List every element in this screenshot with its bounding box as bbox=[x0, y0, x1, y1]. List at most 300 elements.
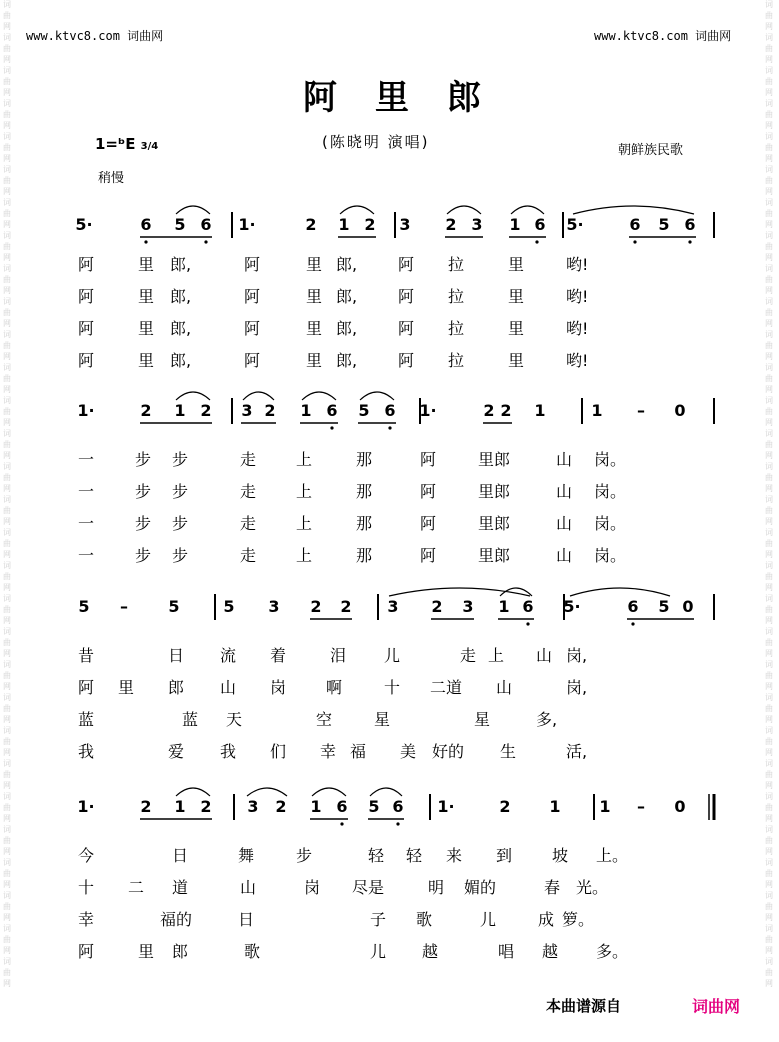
watermark-char: 曲 bbox=[3, 440, 11, 449]
watermark-char: 曲 bbox=[3, 704, 11, 713]
watermark-char: 曲 bbox=[765, 638, 773, 647]
note: 1· bbox=[238, 215, 256, 234]
watermark-char: 曲 bbox=[3, 836, 11, 845]
lyric-word: 岗, bbox=[566, 678, 588, 697]
watermark-char: 词 bbox=[3, 858, 11, 867]
watermark-char: 曲 bbox=[3, 209, 11, 218]
watermark-char: 词 bbox=[3, 594, 11, 603]
watermark-char: 词 bbox=[3, 297, 11, 306]
watermark-char: 词 bbox=[765, 330, 773, 339]
lyric-word: 歌 bbox=[416, 910, 433, 929]
slur bbox=[570, 588, 670, 596]
low-octave-dot bbox=[688, 240, 691, 243]
watermark-char: 网 bbox=[765, 319, 773, 328]
note: 1 bbox=[509, 215, 521, 234]
lyric-word: 里郎 bbox=[478, 450, 511, 469]
lyric-word: 里 bbox=[306, 255, 323, 274]
lyric-word: 拉 bbox=[448, 319, 465, 338]
lyric-word: 二道 bbox=[430, 678, 463, 697]
watermark-char: 词 bbox=[765, 627, 773, 636]
low-octave-dot bbox=[144, 240, 147, 243]
lyric-word: 们 bbox=[270, 742, 287, 761]
note: 2 bbox=[264, 401, 276, 420]
watermark-char: 网 bbox=[765, 484, 773, 493]
watermark-char: 词 bbox=[3, 528, 11, 537]
note: 1· bbox=[77, 797, 95, 816]
lyric-word: 里郎 bbox=[478, 546, 511, 565]
watermark-char: 网 bbox=[3, 121, 11, 130]
lyric-word: 星 bbox=[374, 710, 391, 729]
note: 1 bbox=[174, 797, 186, 816]
watermark-char: 曲 bbox=[3, 11, 11, 20]
note: 1 bbox=[549, 797, 561, 816]
watermark-char: 词 bbox=[765, 660, 773, 669]
slur bbox=[247, 788, 287, 796]
watermark-char: 网 bbox=[3, 154, 11, 163]
lyric-word: 岗。 bbox=[594, 546, 627, 565]
lyric-word: 上 bbox=[488, 646, 505, 665]
lyric-word: 尽是 bbox=[352, 878, 385, 897]
lyric-word: 阿 bbox=[244, 319, 261, 338]
lyric-word: 明 bbox=[428, 878, 445, 897]
watermark-char: 网 bbox=[765, 847, 773, 856]
watermark-char: 网 bbox=[765, 649, 773, 658]
watermark-char: 曲 bbox=[3, 176, 11, 185]
watermark-char: 网 bbox=[3, 649, 11, 658]
watermark-char: 曲 bbox=[3, 143, 11, 152]
watermark-char: 网 bbox=[3, 484, 11, 493]
lyric-word: 泪 bbox=[330, 646, 347, 665]
watermark-char: 词 bbox=[3, 561, 11, 570]
watermark-char: 网 bbox=[3, 979, 11, 988]
lyric-word: 阿 bbox=[420, 450, 437, 469]
watermark-char: 曲 bbox=[3, 77, 11, 86]
note: 1 bbox=[599, 797, 611, 816]
watermark-char: 词 bbox=[3, 825, 11, 834]
low-octave-dot bbox=[633, 240, 636, 243]
lyric-word: 今 bbox=[78, 846, 95, 865]
note: 2 bbox=[200, 401, 212, 420]
watermark-char: 网 bbox=[3, 583, 11, 592]
lyric-word: 上 bbox=[296, 482, 313, 501]
lyric-word: 山 bbox=[220, 678, 237, 697]
watermark-char: 网 bbox=[3, 220, 11, 229]
watermark-char: 曲 bbox=[765, 671, 773, 680]
lyric-word: 二 bbox=[128, 878, 145, 897]
watermark-char: 网 bbox=[765, 946, 773, 955]
watermark-char: 网 bbox=[3, 22, 11, 31]
watermark-char: 网 bbox=[3, 616, 11, 625]
lyric-word: 舞 bbox=[238, 846, 255, 865]
watermark-char: 曲 bbox=[3, 539, 11, 548]
watermark-char: 词 bbox=[3, 66, 11, 75]
watermark-char: 曲 bbox=[3, 935, 11, 944]
note: 6 bbox=[522, 597, 534, 616]
watermark-char: 词 bbox=[3, 396, 11, 405]
lyric-word: 着 bbox=[270, 646, 287, 665]
watermark-char: 曲 bbox=[3, 275, 11, 284]
note: 5· bbox=[566, 215, 584, 234]
watermark-char: 曲 bbox=[3, 110, 11, 119]
watermark-char: 网 bbox=[3, 946, 11, 955]
watermark-char: 网 bbox=[3, 550, 11, 559]
watermark-char: 词 bbox=[3, 660, 11, 669]
note: 3 bbox=[268, 597, 280, 616]
watermark-char: 词 bbox=[765, 891, 773, 900]
watermark-char: 词 bbox=[765, 396, 773, 405]
watermark-char: 曲 bbox=[3, 770, 11, 779]
watermark-char: 词 bbox=[3, 759, 11, 768]
lyric-word: 岗, bbox=[566, 646, 588, 665]
note: 3 bbox=[247, 797, 259, 816]
lyric-word: 拉 bbox=[448, 255, 465, 274]
lyric-word: 阿 bbox=[78, 678, 95, 697]
note: 5 bbox=[358, 401, 370, 420]
low-octave-dot bbox=[204, 240, 207, 243]
watermark-char: 网 bbox=[3, 913, 11, 922]
watermark-char: 网 bbox=[765, 121, 773, 130]
watermark-char: 网 bbox=[3, 352, 11, 361]
watermark-char: 网 bbox=[765, 286, 773, 295]
watermark-char: 词 bbox=[765, 198, 773, 207]
lyric-word: 一 bbox=[78, 546, 95, 565]
lyric-word: 幸 bbox=[320, 742, 337, 761]
watermark-char: 词 bbox=[3, 264, 11, 273]
watermark-char: 曲 bbox=[765, 440, 773, 449]
note: 1· bbox=[419, 401, 437, 420]
watermark-char: 词 bbox=[765, 66, 773, 75]
note: 2 bbox=[305, 215, 317, 234]
lyric-word: 生 bbox=[500, 742, 517, 761]
watermark-char: 词 bbox=[765, 33, 773, 42]
note: 2 bbox=[364, 215, 376, 234]
lyric-word: 活, bbox=[566, 742, 588, 761]
watermark-char: 词 bbox=[765, 792, 773, 801]
slur bbox=[243, 392, 274, 400]
slur bbox=[511, 206, 544, 214]
watermark-char: 词 bbox=[765, 594, 773, 603]
watermark-char: 曲 bbox=[765, 110, 773, 119]
note: 2 bbox=[140, 401, 152, 420]
lyric-word: 春 bbox=[544, 878, 561, 897]
lyric-word: 儿 bbox=[480, 910, 497, 929]
note: 2 bbox=[431, 597, 443, 616]
watermark-char: 网 bbox=[3, 385, 11, 394]
lyric-word: 十 bbox=[384, 678, 401, 697]
watermark-char: 曲 bbox=[3, 473, 11, 482]
lyric-word: 儿 bbox=[384, 646, 401, 665]
watermark-char: 曲 bbox=[765, 44, 773, 53]
lyric-word: 十 bbox=[78, 878, 95, 897]
note: 5 bbox=[658, 215, 670, 234]
watermark-char: 词 bbox=[765, 99, 773, 108]
singer-credit: (陈晓明 演唱) bbox=[322, 133, 430, 151]
watermark-char: 网 bbox=[765, 187, 773, 196]
lyric-word: 一 bbox=[78, 450, 95, 469]
site-url-right[interactable]: www.ktvc8.com 词曲网 bbox=[594, 29, 732, 43]
watermark-char: 网 bbox=[3, 880, 11, 889]
watermark-char: 网 bbox=[765, 979, 773, 988]
watermark-char: 词 bbox=[765, 0, 773, 9]
watermark-char: 曲 bbox=[3, 374, 11, 383]
watermark-char: 曲 bbox=[765, 968, 773, 977]
lyric-word: 哟! bbox=[566, 351, 589, 370]
lyric-word: 啊 bbox=[326, 678, 343, 697]
watermark-char: 词 bbox=[765, 264, 773, 273]
lyric-word: 步 bbox=[135, 482, 152, 501]
note: 6 bbox=[140, 215, 152, 234]
lyric-word: 里 bbox=[508, 319, 525, 338]
lyric-word: 儿 bbox=[370, 942, 387, 961]
watermark-char: 曲 bbox=[3, 671, 11, 680]
lyric-word: 哟! bbox=[566, 255, 589, 274]
key-label: 1=ᵇE bbox=[95, 135, 136, 153]
lyric-word: 郎, bbox=[336, 255, 358, 274]
slur bbox=[176, 206, 210, 214]
lyric-word: 步 bbox=[172, 450, 189, 469]
lyric-word: 郎, bbox=[170, 287, 192, 306]
watermark-char: 网 bbox=[3, 55, 11, 64]
watermark-char: 网 bbox=[765, 616, 773, 625]
note: 1 bbox=[300, 401, 312, 420]
slur bbox=[360, 392, 394, 400]
slur bbox=[340, 206, 374, 214]
watermark-char: 网 bbox=[765, 88, 773, 97]
lyric-word: 走 bbox=[240, 546, 257, 565]
watermark-char: 词 bbox=[765, 231, 773, 240]
lyric-word: 里 bbox=[138, 255, 155, 274]
note: 5· bbox=[563, 597, 581, 616]
lyric-word: 走 bbox=[240, 514, 257, 533]
lyric-word: 拉 bbox=[448, 351, 465, 370]
watermark-char: 网 bbox=[765, 913, 773, 922]
note: 1 bbox=[591, 401, 603, 420]
note: 5 bbox=[368, 797, 380, 816]
watermark-char: 曲 bbox=[3, 605, 11, 614]
watermark-char: 曲 bbox=[765, 275, 773, 284]
lyric-word: 岗。 bbox=[594, 450, 627, 469]
lyric-word: 里 bbox=[508, 255, 525, 274]
note: 2 bbox=[140, 797, 152, 816]
watermark-char: 曲 bbox=[765, 539, 773, 548]
lyric-word: 里郎 bbox=[478, 514, 511, 533]
lyric-word: 子 bbox=[370, 910, 387, 929]
watermark-char: 词 bbox=[3, 462, 11, 471]
lyric-word: 阿 bbox=[398, 287, 415, 306]
lyric-word: 郎, bbox=[170, 255, 192, 274]
lyric-word: 阿 bbox=[78, 287, 95, 306]
lyric-word: 歌 bbox=[244, 942, 261, 961]
lyric-word: 我 bbox=[220, 742, 237, 761]
lyric-word: 那 bbox=[356, 514, 373, 533]
watermark-char: 曲 bbox=[765, 770, 773, 779]
watermark-char: 词 bbox=[3, 726, 11, 735]
watermark-char: 词 bbox=[765, 957, 773, 966]
note: 6 bbox=[534, 215, 546, 234]
note: 2 bbox=[445, 215, 457, 234]
watermark-char: 网 bbox=[3, 418, 11, 427]
watermark-char: 网 bbox=[765, 418, 773, 427]
lyric-word: 上 bbox=[296, 450, 313, 469]
lyric-word: 光。 bbox=[576, 878, 609, 897]
lyric-word: 阿 bbox=[420, 546, 437, 565]
lyric-word: 里 bbox=[306, 351, 323, 370]
lyric-word: 走 bbox=[240, 482, 257, 501]
watermark-char: 曲 bbox=[765, 737, 773, 746]
watermark-char: 词 bbox=[765, 528, 773, 537]
lyric-word: 蓝 bbox=[78, 710, 95, 729]
site-link[interactable]: 词曲网 bbox=[692, 997, 741, 1016]
lyric-word: 阿 bbox=[398, 351, 415, 370]
watermark-char: 词 bbox=[765, 858, 773, 867]
watermark-char: 网 bbox=[3, 781, 11, 790]
lyric-word: 山 bbox=[556, 450, 573, 469]
lyric-word: 空 bbox=[316, 710, 333, 729]
watermark-char: 网 bbox=[765, 781, 773, 790]
watermark-char: 曲 bbox=[3, 572, 11, 581]
lyric-word: 唱 bbox=[498, 942, 515, 961]
lyric-word: 流 bbox=[220, 646, 237, 665]
lyric-word: 里 bbox=[306, 319, 323, 338]
lyric-word: 阿 bbox=[420, 514, 437, 533]
watermark-char: 网 bbox=[765, 682, 773, 691]
lyric-word: 步 bbox=[172, 514, 189, 533]
lyric-word: 天 bbox=[226, 710, 243, 729]
lyric-word: 爱 bbox=[168, 742, 185, 761]
watermark-char: 曲 bbox=[765, 242, 773, 251]
note: 6 bbox=[200, 215, 212, 234]
lyric-word: 上 bbox=[296, 546, 313, 565]
lyric-word: 里 bbox=[138, 351, 155, 370]
note: 1· bbox=[437, 797, 455, 816]
lyric-word: 岗。 bbox=[594, 482, 627, 501]
lyric-word: 里 bbox=[138, 319, 155, 338]
note: 3 bbox=[241, 401, 253, 420]
lyric-word: 轻 bbox=[368, 846, 385, 865]
note: 2 bbox=[500, 401, 512, 420]
note: 2 bbox=[310, 597, 322, 616]
watermark-char: 曲 bbox=[3, 803, 11, 812]
watermark-char: 网 bbox=[3, 814, 11, 823]
watermark-char: 网 bbox=[3, 187, 11, 196]
watermark-char: 词 bbox=[3, 891, 11, 900]
note: 6 bbox=[326, 401, 338, 420]
low-octave-dot bbox=[330, 426, 333, 429]
watermark-char: 网 bbox=[3, 253, 11, 262]
watermark-char: 词 bbox=[3, 33, 11, 42]
watermark-char: 词 bbox=[765, 429, 773, 438]
lyric-word: 阿 bbox=[78, 351, 95, 370]
lyric-word: 昔 bbox=[78, 646, 95, 665]
watermark-char: 曲 bbox=[765, 935, 773, 944]
slur bbox=[302, 392, 336, 400]
watermark-char: 网 bbox=[3, 286, 11, 295]
note: 3 bbox=[462, 597, 474, 616]
song-origin: 朝鲜族民歌 bbox=[618, 143, 684, 158]
watermark-char: 曲 bbox=[765, 836, 773, 845]
watermark-char: 曲 bbox=[3, 242, 11, 251]
watermark-char: 词 bbox=[3, 495, 11, 504]
lyric-word: 那 bbox=[356, 482, 373, 501]
watermark-char: 曲 bbox=[765, 803, 773, 812]
slur bbox=[573, 206, 694, 214]
lyric-word: 郎, bbox=[336, 319, 358, 338]
watermark-char: 网 bbox=[765, 22, 773, 31]
song-title: 阿里郎 bbox=[303, 78, 519, 118]
slur bbox=[176, 392, 210, 400]
watermark-char: 词 bbox=[3, 198, 11, 207]
note: 1 bbox=[534, 401, 546, 420]
lyric-word: 郎 bbox=[168, 678, 185, 697]
watermark-char: 曲 bbox=[765, 209, 773, 218]
note: 2 bbox=[200, 797, 212, 816]
lyric-word: 山 bbox=[556, 482, 573, 501]
watermark-char: 词 bbox=[3, 957, 11, 966]
watermark-char: 词 bbox=[765, 132, 773, 141]
lyric-word: 我 bbox=[78, 742, 95, 761]
watermark-char: 曲 bbox=[765, 572, 773, 581]
lyric-word: 好的 bbox=[432, 742, 465, 761]
watermark-char: 词 bbox=[765, 759, 773, 768]
watermark-char: 词 bbox=[3, 924, 11, 933]
note: – bbox=[120, 597, 128, 616]
low-octave-dot bbox=[388, 426, 391, 429]
lyric-word: 多。 bbox=[596, 942, 629, 961]
note: 0 bbox=[682, 597, 694, 616]
watermark-char: 词 bbox=[3, 693, 11, 702]
watermark-char: 网 bbox=[765, 814, 773, 823]
watermark-char: 网 bbox=[765, 550, 773, 559]
watermark-char: 曲 bbox=[765, 11, 773, 20]
watermark-char: 网 bbox=[3, 715, 11, 724]
note: 2 bbox=[499, 797, 511, 816]
watermark-char: 曲 bbox=[3, 737, 11, 746]
watermark-char: 网 bbox=[3, 682, 11, 691]
watermark-char: 曲 bbox=[765, 143, 773, 152]
watermark-char: 词 bbox=[3, 627, 11, 636]
note: 6 bbox=[336, 797, 348, 816]
slur bbox=[176, 788, 210, 796]
lyric-word: 轻 bbox=[406, 846, 423, 865]
lyric-word: 一 bbox=[78, 514, 95, 533]
note: 5 bbox=[223, 597, 235, 616]
site-url-left[interactable]: www.ktvc8.com 词曲网 bbox=[26, 29, 164, 43]
watermark-char: 曲 bbox=[3, 308, 11, 317]
lyric-word: 日 bbox=[238, 910, 255, 929]
note: 1 bbox=[310, 797, 322, 816]
low-octave-dot bbox=[340, 822, 343, 825]
watermark-char: 词 bbox=[765, 561, 773, 570]
watermark-char: 词 bbox=[3, 0, 11, 9]
watermark-char: 网 bbox=[765, 880, 773, 889]
watermark-char: 网 bbox=[3, 517, 11, 526]
lyric-word: 星 bbox=[474, 710, 491, 729]
lyric-word: 郎, bbox=[170, 319, 192, 338]
watermark-char: 词 bbox=[765, 462, 773, 471]
note: 6 bbox=[627, 597, 639, 616]
note: 0 bbox=[674, 401, 686, 420]
lyric-word: 阿 bbox=[398, 319, 415, 338]
lyric-word: 箩。 bbox=[562, 910, 595, 929]
watermark-char: 曲 bbox=[765, 176, 773, 185]
tempo-mark: 稍慢 bbox=[98, 171, 125, 186]
lyric-word: 步 bbox=[172, 482, 189, 501]
lyric-word: 山 bbox=[556, 514, 573, 533]
watermark-char: 网 bbox=[3, 748, 11, 757]
lyric-word: 郎, bbox=[336, 287, 358, 306]
watermark-char: 曲 bbox=[765, 473, 773, 482]
lyric-word: 山 bbox=[240, 878, 257, 897]
